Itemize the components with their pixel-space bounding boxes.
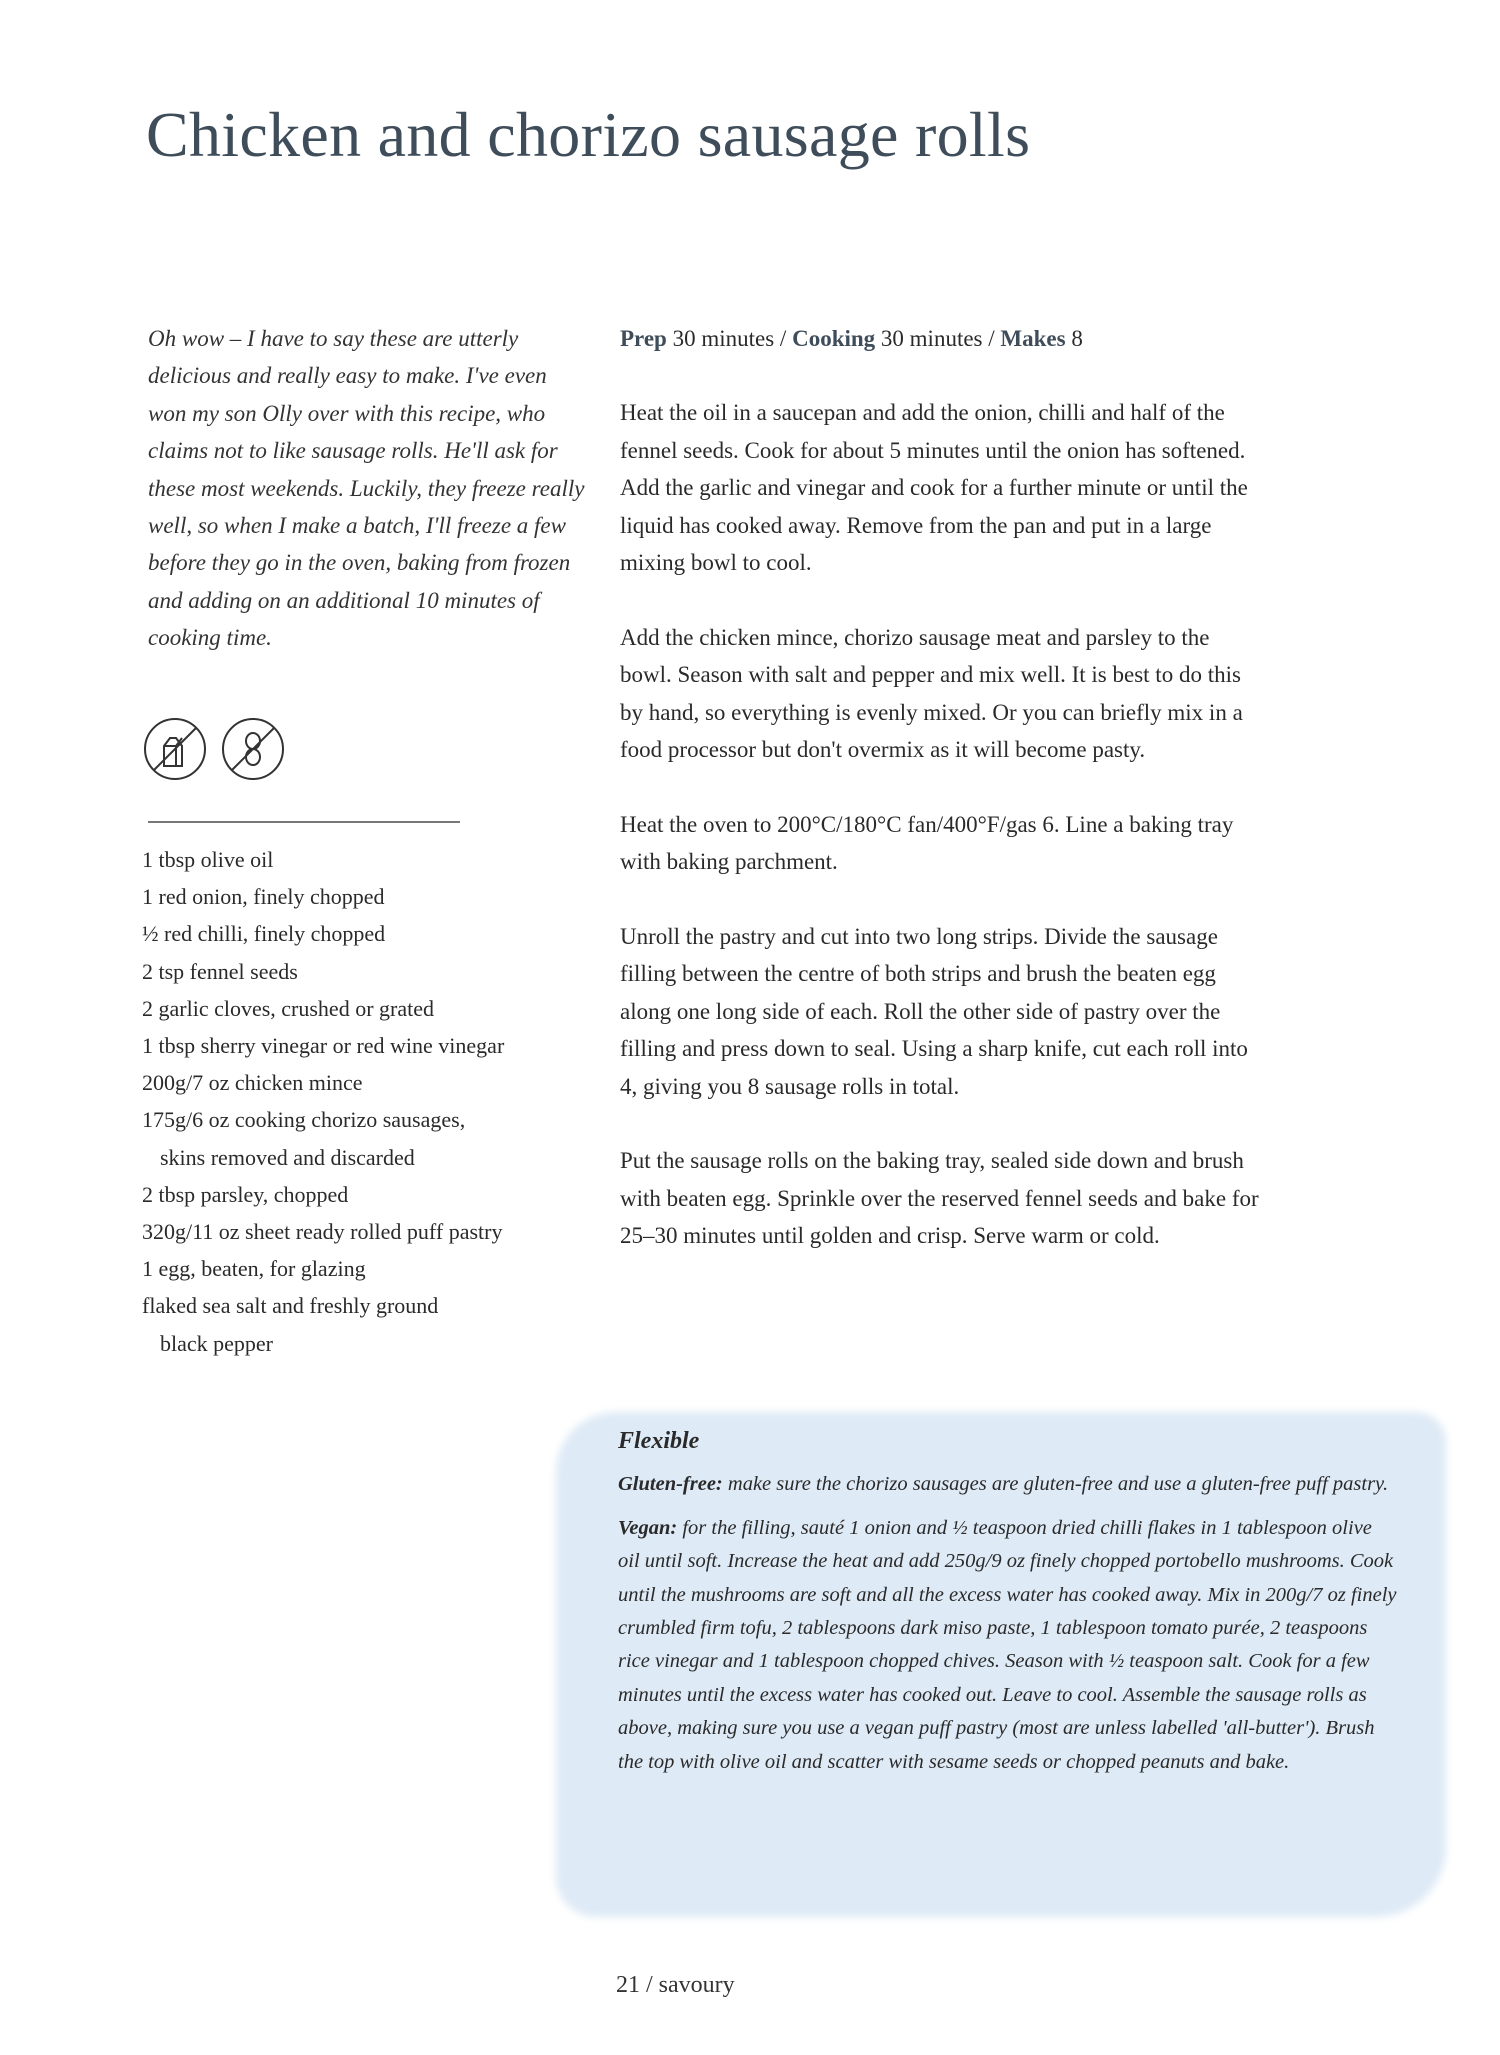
ingredient-text: 2 tbsp parsley, chopped [142, 1181, 349, 1207]
nut-free-icon [220, 716, 286, 782]
method-step: Heat the oil in a saucepan and add the onion, chilli and half of the fennel seeds. Cook for about 5 minutes until the onion has softened. Add the garlic and vinegar and cook for a further minute or until the liquid has cooked away. Remove from the pan and put in a large mixing bowl to cool. [620, 400, 1248, 576]
ingredient-text: 1 egg, beaten, for glazing [142, 1256, 366, 1282]
recipe-meta [620, 320, 1260, 357]
method-step: Put the sausage rolls on the baking tray, sealed side down and brush with beaten egg. Sprinkle over the reserved fennel seeds and bake for 25–30 minutes until golden and crisp. Serve warm or cold. [620, 1148, 1259, 1249]
ingredient-item [142, 990, 602, 1027]
cooking-label: Cooking [792, 326, 876, 351]
vegan-note [618, 1512, 1398, 1779]
prep-value: 30 minutes / [672, 326, 787, 351]
flexible-box [618, 1425, 1398, 1789]
flexible-heading: Flexible [618, 1428, 700, 1454]
recipe-intro: Oh wow – I have to say these are utterly delicious and really easy to make. I've even won my son Olly over with this recipe, who claims not to like sausage rolls. He'll ask for these most weekends. Luckily, they freeze really well, so when I make a batch, I'll freeze a few before they go in the oven, baking from frozen and adding on an additional 10 minutes of cooking time. [148, 326, 585, 651]
recipe-title: Chicken and chorizo sausage rolls [146, 99, 1031, 170]
ingredient-item [142, 1064, 602, 1101]
ingredient-text: 320g/11 oz sheet ready rolled puff pastry [142, 1219, 503, 1245]
divider [148, 821, 460, 823]
ingredient-text: 175g/6 oz cooking chorizo sausages, [142, 1107, 466, 1133]
ingredient-item [142, 878, 602, 915]
ingredient-item [142, 915, 602, 952]
ingredient-item [142, 1027, 602, 1064]
ingredient-item [142, 1287, 602, 1361]
ingredient-text: flaked sea salt and freshly ground [142, 1293, 439, 1319]
ingredient-item [142, 1250, 602, 1287]
ingredient-item [142, 953, 602, 990]
gluten-free-text: make sure the chorizo sausages are gluten-free and use a gluten-free puff pastry. [722, 1473, 1389, 1496]
page-footer: 21 / savoury [616, 1972, 735, 1998]
method-step: Heat the oven to 200°C/180°C fan/400°F/gas 6. Line a baking tray with baking parchment. [620, 811, 1234, 875]
makes-value: 8 [1071, 326, 1083, 351]
makes-label: Makes [1000, 326, 1066, 351]
ingredient-continuation: black pepper [160, 1330, 273, 1356]
prep-label: Prep [620, 326, 667, 351]
ingredient-item [142, 841, 602, 878]
ingredient-item [142, 1101, 602, 1175]
cooking-value: 30 minutes / [880, 326, 995, 351]
dairy-free-icon [142, 716, 208, 782]
ingredient-item [142, 1213, 602, 1250]
vegan-text: for the filling, sauté 1 onion and ½ teaspoon dried chilli flakes in 1 tablespoon olive oil until soft. Increase the heat and add 250g/9 oz finely chopped portobello mushrooms. Cook until the mushrooms are soft and all the excess water has cooked away. Mix in 200g/7 oz finely crumbled firm tofu, 2 tablespoons dark miso paste, 1 tablespoon tomato purée, 2 teaspoons rice vinegar and 1 tablespoon chopped chives. Season with ½ teaspoon salt. Cook for a few minutes until the excess water has cooked out. Leave to cool. Assemble the sausage rolls as above, making sure you use a vegan puff pastry (most are unless labelled 'all-butter'). Brush the top with olive oil and scatter with sesame seeds or chopped peanuts and bake. [618, 1516, 1397, 1773]
ingredient-text: 1 red onion, finely chopped [142, 884, 385, 910]
method-column [620, 320, 1260, 1292]
ingredients-list [142, 841, 602, 1362]
gluten-free-note [618, 1468, 1398, 1501]
method-step: Unroll the pastry and cut into two long strips. Divide the sausage filling between the centre of both strips and brush the beaten egg along one long side of each. Roll the other side of pastry over the filling and press down to seal. Using a sharp knife, cut each roll into 4, giving you 8 sausage rolls in total. [620, 924, 1248, 1099]
ingredient-text: 2 garlic cloves, crushed or grated [142, 995, 434, 1021]
ingredient-continuation: skins removed and discarded [160, 1144, 415, 1170]
ingredient-item [142, 1176, 602, 1213]
method-step: Add the chicken mince, chorizo sausage meat and parsley to the bowl. Season with salt and pepper and mix well. It is best to do this by hand, so everything is evenly mixed. Or you can briefly mix in a food processor but don't overmix as it will become pasty. [620, 624, 1243, 763]
ingredient-text: ½ red chilli, finely chopped [142, 921, 386, 947]
ingredient-text: 2 tsp fennel seeds [142, 958, 298, 984]
ingredient-text: 1 tbsp olive oil [142, 847, 274, 872]
ingredient-text: 200g/7 oz chicken mince [142, 1070, 363, 1096]
ingredient-text: 1 tbsp sherry vinegar or red wine vinegar [142, 1033, 505, 1059]
dietary-icons [142, 716, 286, 782]
vegan-label: Vegan: [618, 1516, 678, 1539]
gluten-free-label: Gluten-free: [618, 1473, 723, 1496]
